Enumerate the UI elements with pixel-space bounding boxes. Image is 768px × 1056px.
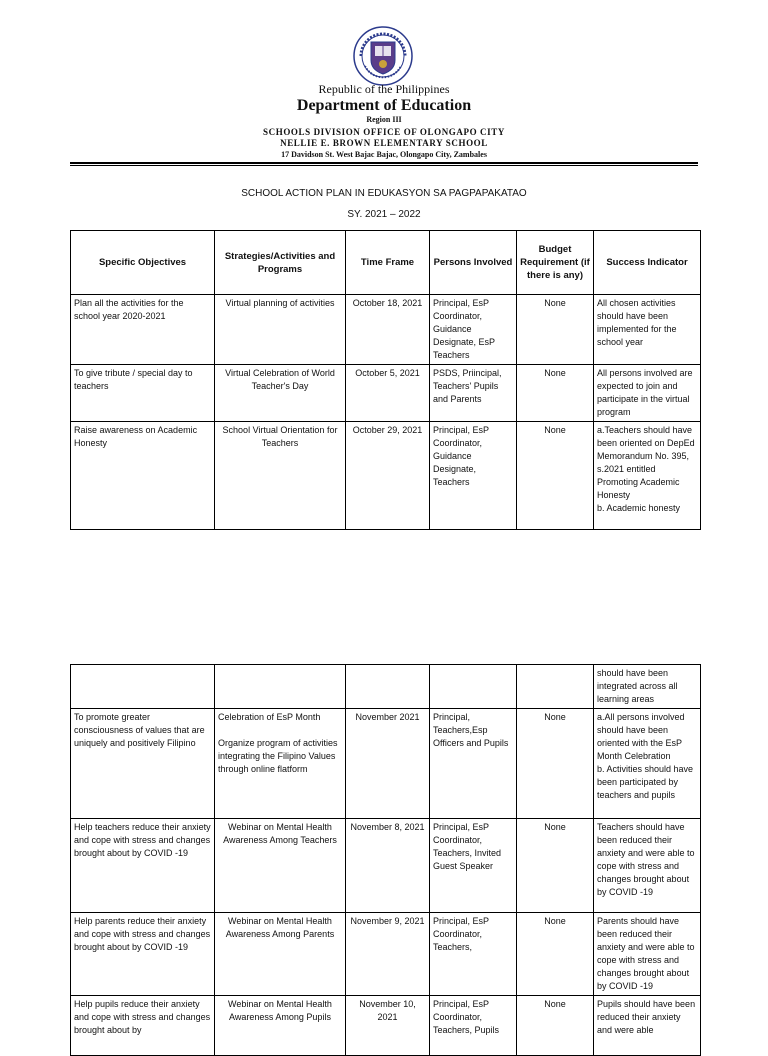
objective-cell: Help pupils reduce their anxiety and cope with stress and changes brought about by xyxy=(71,996,215,1056)
table-row xyxy=(71,913,701,996)
header-cell: Specific Objectives xyxy=(71,231,215,295)
indicator-cell: a.All persons involved should have been oriented with the EsP Month Celebration b. Activities should have been participated by teachers and pupils xyxy=(594,709,701,819)
region-text: Region III xyxy=(366,115,402,124)
school-name: NELLIE E. BROWN ELEMENTARY SCHOOL xyxy=(280,138,488,148)
indicator-cell: Pupils should have been reduced their anxiety and were able xyxy=(594,996,701,1056)
budget-cell: None xyxy=(517,295,594,365)
strategy-cell: Webinar on Mental Health Awareness Among Teachers xyxy=(215,819,346,913)
persons-cell: Principal, Teachers,Esp Officers and Pupils xyxy=(430,709,517,819)
time-frame-cell: October 18, 2021 xyxy=(346,295,430,365)
objective-cell: Help teachers reduce their anxiety and cope with stress and changes brought about by COVID -19 xyxy=(71,819,215,913)
strategy-cell: Celebration of EsP Month Organize program of activities integrating the Filipino Values through online flatform xyxy=(215,709,346,819)
persons-cell xyxy=(430,665,517,709)
document-title: SCHOOL ACTION PLAN IN EDUKASYON SA PAGPAPAKATAO xyxy=(241,188,527,199)
budget-cell: None xyxy=(517,709,594,819)
header-rule-thin xyxy=(70,165,698,166)
strategy-cell: Webinar on Mental Health Awareness Among Parents xyxy=(215,913,346,996)
table-row xyxy=(71,295,701,365)
indicator-cell: Parents should have been reduced their anxiety and were able to cope with stress and changes brought about by COVID -19 xyxy=(594,913,701,996)
header-rule xyxy=(70,162,698,164)
indicator-cell: All chosen activities should have been implemented for the school year xyxy=(594,295,701,365)
strategy-cell: Virtual Celebration of World Teacher's Day xyxy=(215,365,346,422)
republic-text: Republic of the Philippines xyxy=(318,82,450,96)
time-frame-cell xyxy=(346,665,430,709)
budget-cell: None xyxy=(517,913,594,996)
school-address: 17 Davidson St. West Bajac Bajac, Olongapo City, Zambales xyxy=(281,150,487,159)
persons-cell: Principal, EsP Coordinator, Teachers, Pupils xyxy=(430,996,517,1056)
budget-cell xyxy=(517,665,594,709)
objective-cell xyxy=(71,665,215,709)
strategy-cell: School Virtual Orientation for Teachers xyxy=(215,422,346,530)
indicator-cell: a.Teachers should have been oriented on DepEd Memorandum No. 395, s.2021 entitled Promoting Academic Honesty b. Academic honesty xyxy=(594,422,701,530)
department-title: Department of Education xyxy=(296,97,472,114)
table-row xyxy=(71,665,701,709)
persons-cell: Principal, EsP Coordinator, Teachers, Invited Guest Speaker xyxy=(430,819,517,913)
persons-cell: PSDS, Priincipal, Teachers' Pupils and Parents xyxy=(430,365,517,422)
persons-cell: Principal, EsP Coordinator, Guidance Designate, Teachers xyxy=(430,422,517,530)
budget-cell: None xyxy=(517,996,594,1056)
table-row xyxy=(71,709,701,819)
header-cell: Budget Requirement (if there is any) xyxy=(517,231,594,295)
strategy-cell: Webinar on Mental Health Awareness Among Pupils xyxy=(215,996,346,1056)
action-plan-table-continued xyxy=(70,664,701,1056)
table-row xyxy=(71,365,701,422)
deped-seal-logo xyxy=(353,26,413,86)
objective-cell: To give tribute / special day to teachers xyxy=(71,365,215,422)
table-header-row xyxy=(71,231,701,295)
objective-cell: To promote greater consciousness of values that are uniquely and positively Filipino xyxy=(71,709,215,819)
header-cell: Success Indicator xyxy=(594,231,701,295)
objective-cell: Raise awareness on Academic Honesty xyxy=(71,422,215,530)
table-row xyxy=(71,819,701,913)
time-frame-cell: October 5, 2021 xyxy=(346,365,430,422)
header-cell: Time Frame xyxy=(346,231,430,295)
indicator-cell: should have been integrated across all learning areas xyxy=(594,665,701,709)
time-frame-cell: November 8, 2021 xyxy=(346,819,430,913)
division-text: SCHOOLS DIVISION OFFICE OF OLONGAPO CITY xyxy=(263,127,505,137)
budget-cell: None xyxy=(517,819,594,913)
indicator-cell: All persons involved are expected to join and participate in the virtual program xyxy=(594,365,701,422)
indicator-cell: Teachers should have been reduced their anxiety and were able to cope with stress and changes brought about by COVID -19 xyxy=(594,819,701,913)
time-frame-cell: November 9, 2021 xyxy=(346,913,430,996)
budget-cell: None xyxy=(517,422,594,530)
time-frame-cell: October 29, 2021 xyxy=(346,422,430,530)
strategy-cell xyxy=(215,665,346,709)
time-frame-cell: November 2021 xyxy=(346,709,430,819)
strategy-cell: Virtual planning of activities xyxy=(215,295,346,365)
budget-cell: None xyxy=(517,365,594,422)
table-row xyxy=(71,996,701,1056)
action-plan-table xyxy=(70,230,701,530)
objective-cell: Help parents reduce their anxiety and cope with stress and changes brought about by COVID -19 xyxy=(71,913,215,996)
header-cell: Strategies/Activities and Programs xyxy=(215,231,346,295)
header-cell: Persons Involved xyxy=(430,231,517,295)
persons-cell: Principal, EsP Coordinator, Guidance Designate, EsP Teachers xyxy=(430,295,517,365)
objective-cell: Plan all the activities for the school year 2020-2021 xyxy=(71,295,215,365)
table-row xyxy=(71,422,701,530)
time-frame-cell: November 10, 2021 xyxy=(346,996,430,1056)
persons-cell: Principal, EsP Coordinator, Teachers, xyxy=(430,913,517,996)
school-year: SY. 2021 – 2022 xyxy=(347,209,421,220)
